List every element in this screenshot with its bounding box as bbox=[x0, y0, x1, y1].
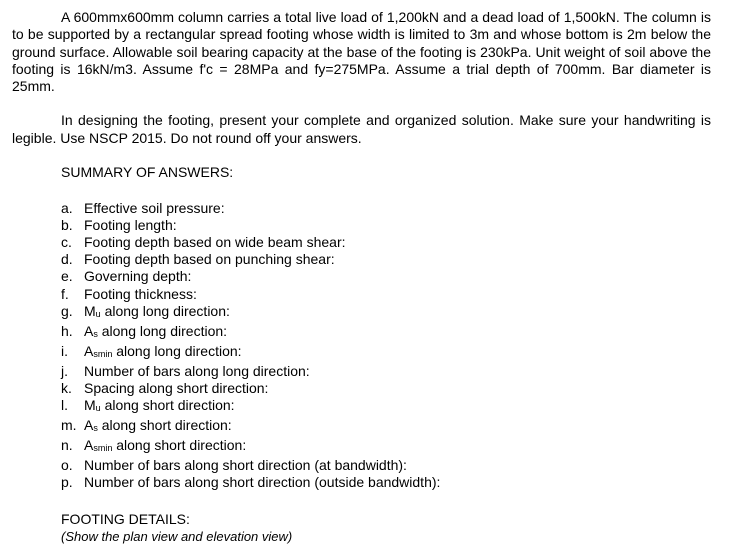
list-item-label bbox=[84, 457, 407, 474]
list-item bbox=[61, 437, 711, 457]
list-item bbox=[61, 380, 711, 397]
quantity-subscript: smin bbox=[93, 348, 113, 359]
list-item bbox=[61, 457, 711, 474]
quantity-symbol: A bbox=[84, 437, 94, 454]
list-item-letter: p. bbox=[61, 474, 73, 491]
list-item-text: along long direction: bbox=[97, 322, 228, 339]
list-item-label bbox=[84, 474, 440, 491]
quantity-subscript: smin bbox=[93, 443, 113, 454]
list-item bbox=[61, 200, 711, 217]
quantity-symbol: M bbox=[84, 397, 96, 414]
list-item-label bbox=[84, 303, 230, 323]
list-item-letter: g. bbox=[61, 302, 73, 319]
list-item-label bbox=[84, 286, 197, 303]
list-item bbox=[61, 234, 711, 251]
list-item bbox=[61, 323, 711, 343]
list-item bbox=[61, 251, 711, 268]
quantity-subscript: u bbox=[95, 308, 101, 319]
list-item-text: Footing length: bbox=[84, 217, 177, 234]
list-item-letter: a. bbox=[61, 200, 73, 217]
list-item-letter: n. bbox=[61, 437, 73, 454]
list-item bbox=[61, 397, 711, 417]
list-item-label bbox=[84, 217, 177, 234]
list-item-text: Number of bars along short direction (outside bandwidth): bbox=[84, 474, 441, 491]
list-item bbox=[61, 268, 711, 285]
list-item-text: Footing depth based on wide beam shear: bbox=[84, 234, 346, 251]
list-item-letter: o. bbox=[61, 457, 73, 474]
list-item-label bbox=[84, 268, 191, 285]
list-item-letter: h. bbox=[61, 322, 73, 339]
list-item-label bbox=[84, 343, 242, 363]
list-item-text: Number of bars along short direction (at bandwidth): bbox=[84, 457, 407, 474]
list-item-letter: k. bbox=[61, 380, 72, 397]
list-item-text: along short direction: bbox=[97, 417, 232, 434]
problem-statement: A 600mmx600mm column carries a total live load of 1,200kN and a dead load of 1,500kN. The column is to be supported by a rectangular spread footing whose width is limited to 3m and whose bottom is 2m below the ground surface. Allowable soil bearing capacity at the base of the footing is 230kPa. Unit weight of soil above the footing is 16kN/m3. Assume f'c = 28MPa and fy=275MPa. Assume a trial depth of 700mm. Bar diameter is 25mm. bbox=[12, 9, 711, 95]
list-item-text: along short direction: bbox=[112, 437, 247, 454]
list-item bbox=[61, 474, 711, 491]
list-item-letter: l. bbox=[61, 397, 68, 414]
quantity-subscript: u bbox=[95, 403, 101, 414]
list-item-letter: m. bbox=[61, 417, 77, 434]
list-item-text: Effective soil pressure: bbox=[84, 200, 225, 217]
list-item-letter: i. bbox=[61, 342, 68, 359]
list-item-text: along short direction: bbox=[100, 397, 235, 414]
list-item-label bbox=[84, 234, 346, 251]
list-item bbox=[61, 303, 711, 323]
list-item-letter: e. bbox=[61, 268, 73, 285]
instructions: In designing the footing, present your complete and organized solution. Make sure your handwriting is legible. Use NSCP 2015. Do not round off your answers. bbox=[12, 112, 711, 146]
list-item bbox=[61, 343, 711, 363]
list-item-text: Number of bars along long direction: bbox=[84, 362, 310, 379]
list-item-label bbox=[84, 200, 225, 217]
quantity-symbol: A bbox=[84, 342, 94, 359]
quantity-subscript: s bbox=[93, 423, 98, 434]
list-item bbox=[61, 217, 711, 234]
footing-details-note: (Show the plan view and elevation view) bbox=[61, 528, 293, 544]
list-item-letter: d. bbox=[61, 251, 73, 268]
list-item-label bbox=[84, 397, 235, 417]
list-item-letter: b. bbox=[61, 217, 73, 234]
answers-list bbox=[61, 200, 711, 492]
list-item-label bbox=[84, 251, 335, 268]
list-item-letter: f. bbox=[61, 285, 69, 302]
quantity-subscript: s bbox=[93, 328, 98, 339]
list-item bbox=[61, 286, 711, 303]
list-item bbox=[61, 417, 711, 437]
summary-heading: SUMMARY OF ANSWERS: bbox=[61, 164, 234, 181]
list-item bbox=[61, 363, 711, 380]
list-item-text: Spacing along short direction: bbox=[84, 380, 269, 397]
list-item-label bbox=[84, 323, 227, 343]
list-item-label bbox=[84, 363, 310, 380]
list-item-text: along long direction: bbox=[100, 302, 230, 319]
list-item-letter: c. bbox=[61, 234, 72, 251]
quantity-symbol: A bbox=[84, 417, 94, 434]
quantity-symbol: A bbox=[84, 322, 94, 339]
list-item-text: Footing depth based on punching shear: bbox=[84, 251, 335, 268]
list-item-text: Governing depth: bbox=[84, 268, 192, 285]
footing-details-heading: FOOTING DETAILS: bbox=[61, 510, 190, 527]
list-item-letter: j. bbox=[61, 362, 68, 379]
list-item-label bbox=[84, 417, 232, 437]
list-item-label bbox=[84, 437, 246, 457]
document-page bbox=[12, 9, 711, 546]
quantity-symbol: M bbox=[84, 302, 96, 319]
list-item-label bbox=[84, 380, 268, 397]
list-item-text: Footing thickness: bbox=[84, 285, 197, 302]
list-item-text: along long direction: bbox=[112, 342, 242, 359]
